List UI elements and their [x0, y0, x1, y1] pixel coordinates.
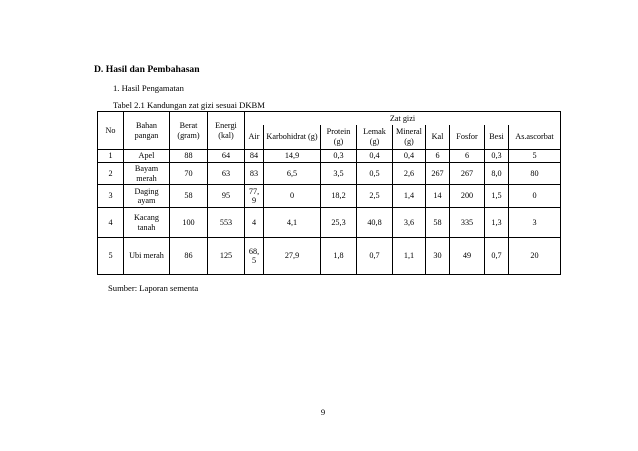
cell-air: 68, 5	[245, 238, 264, 275]
cell-besi: 0,7	[485, 238, 509, 275]
header-ascorbat: As.ascorbat	[509, 125, 561, 150]
cell-mineral: 1,1	[393, 238, 426, 275]
cell-ascorbat: 0	[509, 185, 561, 208]
cell-lemak: 0,5	[357, 163, 393, 185]
cell-no: 3	[98, 185, 124, 208]
cell-energi: 553	[208, 208, 245, 238]
table-row	[98, 150, 561, 163]
cell-no: 1	[98, 150, 124, 163]
table-body	[98, 112, 561, 275]
cell-ascorbat: 80	[509, 163, 561, 185]
cell-bahan: Ubi merah	[124, 238, 170, 275]
cell-lemak: 0,4	[357, 150, 393, 163]
cell-kal: 267	[426, 163, 450, 185]
header-energi: Energi (kal)	[208, 112, 245, 150]
cell-protein: 1,8	[321, 238, 357, 275]
header-zat-gizi: Zat gizi	[245, 112, 561, 125]
header-bahan: Bahan pangan	[124, 112, 170, 150]
cell-energi: 95	[208, 185, 245, 208]
cell-protein: 25,3	[321, 208, 357, 238]
header-no: No	[98, 112, 124, 150]
cell-air: 77, 9	[245, 185, 264, 208]
table-row	[98, 208, 561, 238]
cell-besi: 1,3	[485, 208, 509, 238]
header-protein: Protein (g)	[321, 125, 357, 150]
header-lemak: Lemak (g)	[357, 125, 393, 150]
header-kal: Kal	[426, 125, 450, 150]
cell-protein: 3,5	[321, 163, 357, 185]
table-row	[98, 163, 561, 185]
cell-lemak: 40,8	[357, 208, 393, 238]
cell-air: 84	[245, 150, 264, 163]
table-caption: Tabel 2.1 Kandungan zat gizi sesuai DKBM	[113, 100, 265, 110]
cell-karbohidrat: 4,1	[264, 208, 321, 238]
cell-fosfor: 335	[450, 208, 485, 238]
cell-berat: 88	[170, 150, 208, 163]
cell-lemak: 2,5	[357, 185, 393, 208]
cell-ascorbat: 20	[509, 238, 561, 275]
cell-energi: 63	[208, 163, 245, 185]
header-air: Air	[245, 125, 264, 150]
cell-bahan: Kacang tanah	[124, 208, 170, 238]
cell-fosfor: 49	[450, 238, 485, 275]
section-heading: D. Hasil dan Pembahasan	[94, 64, 200, 75]
cell-mineral: 1,4	[393, 185, 426, 208]
page-number: 9	[320, 407, 326, 417]
header-mineral: Mineral (g)	[393, 125, 426, 150]
cell-ascorbat: 5	[509, 150, 561, 163]
cell-fosfor: 6	[450, 150, 485, 163]
cell-karbohidrat: 6,5	[264, 163, 321, 185]
cell-besi: 8,0	[485, 163, 509, 185]
header-fosfor: Fosfor	[450, 125, 485, 150]
nutrient-table	[97, 111, 561, 275]
cell-energi: 64	[208, 150, 245, 163]
cell-kal: 6	[426, 150, 450, 163]
table-row	[98, 185, 561, 208]
cell-karbohidrat: 14,9	[264, 150, 321, 163]
subsection-title: 1. Hasil Pengamatan	[113, 83, 184, 93]
source-note: Sumber: Laporan sementa	[108, 283, 199, 293]
cell-ascorbat: 3	[509, 208, 561, 238]
cell-fosfor: 267	[450, 163, 485, 185]
cell-berat: 58	[170, 185, 208, 208]
cell-protein: 0,3	[321, 150, 357, 163]
cell-protein: 18,2	[321, 185, 357, 208]
cell-karbohidrat: 27,9	[264, 238, 321, 275]
cell-berat: 70	[170, 163, 208, 185]
cell-karbohidrat: 0	[264, 185, 321, 208]
cell-no: 5	[98, 238, 124, 275]
cell-besi: 0,3	[485, 150, 509, 163]
cell-bahan: Apel	[124, 150, 170, 163]
cell-air: 83	[245, 163, 264, 185]
cell-besi: 1,5	[485, 185, 509, 208]
cell-kal: 58	[426, 208, 450, 238]
header-besi: Besi	[485, 125, 509, 150]
cell-kal: 14	[426, 185, 450, 208]
cell-bahan: Bayam merah	[124, 163, 170, 185]
cell-kal: 30	[426, 238, 450, 275]
header-karbohidrat: Karbohidrat (g)	[264, 125, 321, 150]
header-row-group	[98, 112, 561, 125]
cell-mineral: 2,6	[393, 163, 426, 185]
cell-no: 4	[98, 208, 124, 238]
cell-mineral: 3,6	[393, 208, 426, 238]
cell-no: 2	[98, 163, 124, 185]
cell-lemak: 0,7	[357, 238, 393, 275]
cell-fosfor: 200	[450, 185, 485, 208]
cell-mineral: 0,4	[393, 150, 426, 163]
cell-energi: 125	[208, 238, 245, 275]
table-row	[98, 238, 561, 275]
cell-berat: 100	[170, 208, 208, 238]
header-berat: Berat (gram)	[170, 112, 208, 150]
cell-bahan: Daging ayam	[124, 185, 170, 208]
cell-air: 4	[245, 208, 264, 238]
cell-berat: 86	[170, 238, 208, 275]
